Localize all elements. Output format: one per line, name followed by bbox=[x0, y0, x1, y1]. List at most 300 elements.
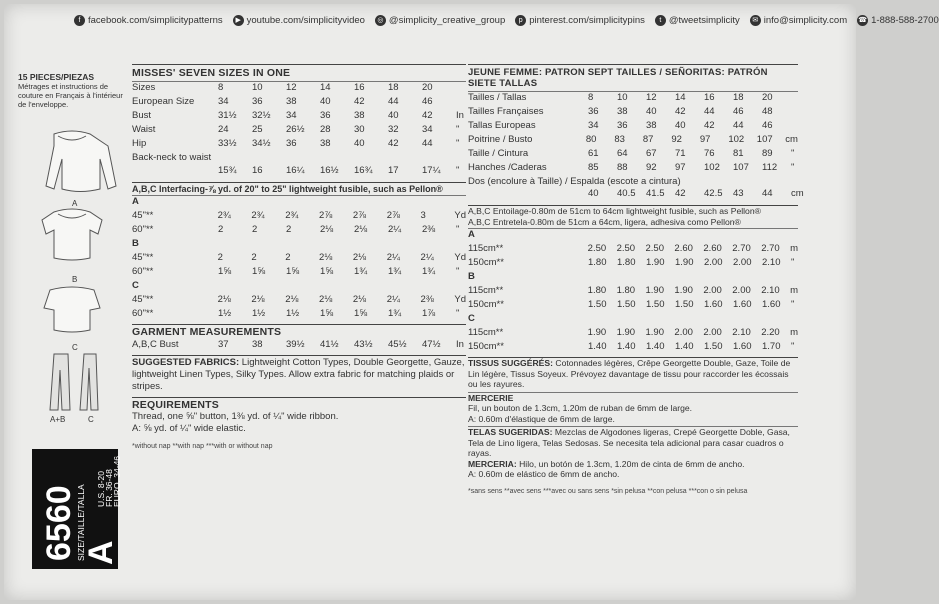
social-icon: p bbox=[515, 15, 526, 26]
cell: 40 bbox=[320, 96, 331, 107]
size-fr: FR. 36-48 bbox=[104, 469, 114, 507]
cell: 36 bbox=[320, 110, 331, 121]
cell: 1⅝ bbox=[320, 266, 334, 277]
en-measure-row bbox=[132, 96, 466, 110]
cell: 3 bbox=[420, 210, 426, 221]
row-label: Tailles Françaises bbox=[468, 106, 544, 117]
cell: 107 bbox=[733, 162, 749, 173]
cell: 2 bbox=[252, 224, 258, 235]
unit: In bbox=[456, 339, 464, 350]
pieces-subtitle: Métrages et instructions de couture en Français à l'intérieur de l'enveloppe. bbox=[18, 82, 123, 109]
cell: 33½ bbox=[218, 138, 237, 149]
row-label: 60"** bbox=[132, 224, 154, 235]
cell: 16¼ bbox=[286, 165, 305, 176]
row-label: 115cm** bbox=[468, 243, 504, 254]
cell: 2.10 bbox=[762, 257, 781, 268]
cell: 83 bbox=[614, 134, 625, 145]
view-b-illustration bbox=[42, 209, 102, 260]
cell: 16 bbox=[704, 92, 715, 103]
cell: 44 bbox=[422, 138, 433, 149]
cell: 1.50 bbox=[704, 341, 723, 352]
cell: 2.70 bbox=[761, 243, 780, 254]
cell: 61 bbox=[588, 148, 599, 159]
cell: 1.50 bbox=[675, 299, 694, 310]
cell: 1.50 bbox=[617, 299, 636, 310]
en-yardage-row bbox=[132, 266, 466, 280]
cell: 32 bbox=[388, 124, 399, 135]
cell: 1.90 bbox=[675, 257, 694, 268]
cell: 85 bbox=[588, 162, 599, 173]
pattern-brand-block bbox=[32, 449, 122, 569]
view-label-c: C bbox=[72, 343, 78, 352]
cell: 17 bbox=[388, 165, 399, 176]
cell: 1.90 bbox=[674, 285, 693, 296]
fr-yardage-row bbox=[468, 243, 798, 257]
en-backneck-label: Back-neck to waist bbox=[132, 152, 212, 163]
fr-view-label: C bbox=[468, 313, 475, 324]
cell: 1.80 bbox=[588, 257, 607, 268]
cell: 14 bbox=[320, 82, 331, 93]
cell: 2¼ bbox=[388, 224, 402, 235]
cell: 102 bbox=[704, 162, 720, 173]
fr-view-label: A bbox=[468, 229, 475, 240]
cell: 1⅝ bbox=[320, 308, 334, 319]
en-backneck-row bbox=[132, 165, 466, 179]
fr-measure-row bbox=[468, 134, 798, 148]
cell: 2.60 bbox=[674, 243, 693, 254]
cell: 40 bbox=[646, 106, 657, 117]
cell: 14 bbox=[675, 92, 686, 103]
cell: 2⅛ bbox=[285, 294, 299, 305]
fr-dos-label: Dos (encolure à Taille) / Espalda (escote a cintura) bbox=[468, 176, 681, 187]
cell: 1.80 bbox=[587, 285, 607, 296]
cell: 42 bbox=[354, 96, 365, 107]
cell: 18 bbox=[388, 82, 399, 93]
social-icon: ☎ bbox=[857, 15, 868, 26]
fr-tissus: TISSUS SUGGÉRÉS: Cotonnades légères, Crêpe Georgette Double, Gaze, Toile de Lin légère, Tissus Soyeux. Prévoyez davantage de tissu pour raccorder les écossais ou les rayures. bbox=[468, 358, 791, 389]
cell: 1⅝ bbox=[218, 266, 232, 277]
pants-illustration bbox=[50, 354, 98, 410]
view-label-b: B bbox=[72, 275, 78, 284]
en-garment-row bbox=[132, 339, 466, 353]
en-measure-row bbox=[132, 138, 466, 152]
cell: 1½ bbox=[218, 308, 232, 319]
social-item bbox=[74, 15, 223, 26]
size-us: U.S. 8-20 bbox=[96, 471, 106, 507]
en-yardage-row bbox=[132, 252, 466, 266]
cell: 38 bbox=[320, 138, 331, 149]
fr-dos-row bbox=[468, 188, 804, 202]
cell: 1.60 bbox=[704, 299, 723, 310]
cell: 46 bbox=[733, 106, 744, 117]
unit: " bbox=[791, 162, 795, 173]
french-spanish-chart bbox=[468, 64, 804, 495]
envelope-back bbox=[4, 4, 939, 600]
cell: 41½ bbox=[320, 339, 339, 350]
cell: 2¼ bbox=[420, 252, 434, 263]
unit: In bbox=[456, 110, 464, 121]
cell: 1.60 bbox=[733, 341, 752, 352]
cell: 2.00 bbox=[732, 285, 751, 296]
cell: 37 bbox=[218, 339, 229, 350]
social-icon: ▶ bbox=[233, 15, 244, 26]
en-fabric-yardage bbox=[132, 196, 466, 322]
cell: 2.00 bbox=[704, 257, 723, 268]
unit: " bbox=[456, 224, 460, 235]
social-icon: t bbox=[655, 15, 666, 26]
unit: Yd bbox=[454, 294, 466, 305]
cell: 18 bbox=[733, 92, 744, 103]
cell: 42.5 bbox=[704, 188, 723, 199]
en-interfacing: A,B,C Interfacing-⅞ yd. of 20" to 25" lightweight fusible, such as Pellon® bbox=[132, 184, 443, 194]
cell: 2.10 bbox=[761, 285, 780, 296]
cell: 25 bbox=[252, 124, 263, 135]
en-yardage-row bbox=[132, 294, 466, 308]
cell: 2.10 bbox=[732, 327, 751, 338]
row-label: European Size bbox=[132, 96, 195, 107]
cell: 42 bbox=[422, 110, 433, 121]
row-label: Hanches /Caderas bbox=[468, 162, 547, 173]
size-letter: A bbox=[82, 540, 120, 565]
unit: " bbox=[456, 165, 460, 176]
size-label: SIZE/TAILLE/TALLA bbox=[76, 484, 86, 561]
social-text: 1-888-588-2700 bbox=[871, 14, 939, 26]
english-chart bbox=[132, 64, 466, 450]
fr-measure-row bbox=[468, 106, 798, 120]
fr-view-label: B bbox=[468, 271, 475, 282]
cell: 1¾ bbox=[388, 308, 402, 319]
cell: 36 bbox=[286, 138, 297, 149]
social-text: info@simplicity.com bbox=[763, 14, 848, 26]
cell: 2⅛ bbox=[319, 252, 333, 263]
cell: 42 bbox=[675, 188, 686, 199]
en-measure-row bbox=[132, 82, 466, 96]
row-label: Tallas Europeas bbox=[468, 120, 536, 131]
fr-measure-row bbox=[468, 162, 798, 176]
row-label: 150cm** bbox=[468, 299, 504, 310]
cell: 47½ bbox=[422, 339, 441, 350]
fr-yardage-row bbox=[468, 299, 798, 313]
cell: 1.40 bbox=[617, 341, 636, 352]
row-label: A,B,C Bust bbox=[132, 339, 179, 350]
unit: " bbox=[791, 341, 795, 352]
cell: 1.60 bbox=[762, 299, 781, 310]
row-label: 45"** bbox=[132, 252, 154, 263]
garment-illustrations bbox=[32, 122, 128, 442]
cell: 1.50 bbox=[588, 299, 607, 310]
unit: m bbox=[790, 327, 799, 338]
cell: 32½ bbox=[252, 110, 271, 121]
row-label: 45"** bbox=[132, 210, 154, 221]
cell: 92 bbox=[671, 134, 682, 145]
cell: 10 bbox=[617, 92, 628, 103]
cell: 38 bbox=[646, 120, 657, 131]
row-label: 45"** bbox=[132, 294, 154, 305]
cell: 71 bbox=[675, 148, 686, 159]
view-label-a: A bbox=[72, 199, 78, 208]
cell: 43 bbox=[733, 188, 744, 199]
fr-measure-row bbox=[468, 92, 798, 106]
cell: 2.00 bbox=[703, 285, 722, 296]
en-yardage-row bbox=[132, 210, 466, 224]
cell: 1.90 bbox=[587, 327, 607, 338]
fr-measure-row bbox=[468, 148, 798, 162]
fr-yardage-row bbox=[468, 257, 798, 271]
cell: 42 bbox=[675, 106, 686, 117]
cell: 2⅛ bbox=[352, 252, 367, 263]
en-suggested-fabrics: SUGGESTED FABRICS: Lightweight Cotton Types, Double Georgette, Gauze, lightweight Linen Types, Silky Types. Allow extra fabric for matching plaids or stripes. bbox=[132, 357, 465, 392]
es-telas: TELAS SUGERIDAS: Mezclas de Algodones ligeras, Crepé Georgette Doble, Gasa, Tela de Lino ligera, Telas Sedosas. Se necesita tela adicional para casar cuadros o rayas. bbox=[468, 427, 790, 458]
unit: " bbox=[791, 299, 795, 310]
cell: 2⅛ bbox=[320, 224, 334, 235]
cell: 8 bbox=[218, 82, 224, 93]
en-view-label: B bbox=[132, 238, 139, 249]
cell: 2¼ bbox=[386, 294, 400, 305]
unit: cm bbox=[791, 188, 804, 199]
es-entretela: A,B,C Entretela-0.80m de 51cm a 64cm, ligera, adhesiva como Pellon® bbox=[468, 217, 741, 227]
en-garment-title: GARMENT MEASUREMENTS bbox=[132, 326, 282, 338]
en-title: MISSES' SEVEN SIZES IN ONE bbox=[132, 67, 291, 79]
social-icon: ◎ bbox=[375, 15, 386, 26]
cell: 2⅛ bbox=[251, 294, 265, 305]
social-item bbox=[515, 15, 645, 26]
row-label: Waist bbox=[132, 124, 156, 135]
cell: 31½ bbox=[218, 110, 237, 121]
cell: 1.80 bbox=[616, 285, 636, 296]
cell: 1¾ bbox=[422, 266, 436, 277]
cell: 1.80 bbox=[617, 257, 636, 268]
cell: 41.5 bbox=[646, 188, 665, 199]
fr-dos-values bbox=[468, 188, 804, 202]
cell: 26½ bbox=[286, 124, 305, 135]
cell: 1.40 bbox=[646, 341, 665, 352]
cell: 1.70 bbox=[762, 341, 781, 352]
pattern-number: 6560 bbox=[40, 485, 78, 561]
cell: 2.50 bbox=[616, 243, 636, 254]
cell: 28 bbox=[320, 124, 331, 135]
social-text: @simplicity_creative_group bbox=[388, 14, 506, 26]
view-label-c2: C bbox=[88, 415, 94, 424]
cell: 76 bbox=[704, 148, 715, 159]
cell: 88 bbox=[617, 162, 628, 173]
cell: 42 bbox=[704, 120, 715, 131]
unit: m bbox=[790, 243, 799, 254]
cell: 97 bbox=[675, 162, 686, 173]
unit: cm bbox=[785, 134, 798, 145]
cell: 1¾ bbox=[354, 266, 368, 277]
cell: 48 bbox=[762, 106, 773, 117]
social-text: pinterest.com/simplicitypins bbox=[529, 14, 645, 26]
cell: 40 bbox=[354, 138, 365, 149]
cell: 107 bbox=[756, 134, 773, 145]
en-measure-row bbox=[132, 124, 466, 138]
social-text: facebook.com/simplicitypatterns bbox=[88, 14, 223, 26]
unit: " bbox=[791, 148, 795, 159]
fr-entoilage: A,B,C Entoilage-0.80m de 51cm to 64cm lightweight fusible, such as Pellon® bbox=[468, 206, 761, 216]
fr-measure-row bbox=[468, 120, 798, 134]
en-body-measurements bbox=[132, 82, 466, 152]
cell: 1¾ bbox=[388, 266, 402, 277]
view-a-illustration bbox=[46, 131, 116, 192]
unit: Yd bbox=[454, 210, 466, 221]
cell: 34 bbox=[286, 110, 297, 121]
unit: " bbox=[791, 257, 795, 268]
view-c-illustration bbox=[44, 287, 100, 332]
cell: 64 bbox=[617, 148, 628, 159]
cell: 45½ bbox=[388, 339, 407, 350]
cell: 34 bbox=[422, 124, 433, 135]
pieces-title: 15 PIECES/PIEZAS bbox=[18, 72, 95, 82]
en-view-label: A bbox=[132, 196, 139, 207]
cell: 44 bbox=[704, 106, 715, 117]
cell: 2 bbox=[218, 224, 224, 235]
cell: 2 bbox=[285, 252, 291, 263]
row-label: 150cm** bbox=[468, 341, 504, 352]
es-merceria: MERCERIA: Hilo, un botón de 1.3cm, 1.20m de cinta de 6mm de ancho. A: 0.60m de elástico de 6mm de ancho. bbox=[468, 458, 745, 479]
cell: 2.00 bbox=[674, 327, 693, 338]
cell: 42 bbox=[388, 138, 399, 149]
cell: 30 bbox=[354, 124, 365, 135]
cell: 34 bbox=[588, 120, 599, 131]
unit: " bbox=[456, 138, 460, 149]
cell: 40 bbox=[588, 188, 599, 199]
cell: 1.50 bbox=[646, 299, 665, 310]
cell: 1½ bbox=[252, 308, 266, 319]
social-text: youtube.com/simplicityvideo bbox=[246, 14, 365, 26]
row-label: 115cm** bbox=[468, 285, 504, 296]
fr-title: JEUNE FEMME: PATRON SEPT TAILLES / SEÑORITAS: PATRÓN SIETE TALLAS bbox=[468, 67, 768, 89]
cell: 40.5 bbox=[617, 188, 636, 199]
cell: 39½ bbox=[286, 339, 305, 350]
cell: 2⅞ bbox=[319, 210, 333, 221]
row-label: Sizes bbox=[132, 82, 156, 93]
cell: 2 bbox=[286, 224, 292, 235]
cell: 12 bbox=[646, 92, 657, 103]
social-item bbox=[233, 15, 365, 26]
cell: 46 bbox=[422, 96, 433, 107]
cell: 38 bbox=[354, 110, 365, 121]
fr-body-measurements bbox=[468, 92, 798, 176]
cell: 1.90 bbox=[645, 327, 664, 338]
cell: 67 bbox=[646, 148, 657, 159]
cell: 46 bbox=[762, 120, 773, 131]
cell: 2.60 bbox=[703, 243, 722, 254]
cell: 36 bbox=[588, 106, 599, 117]
cell: 1⅝ bbox=[354, 308, 368, 319]
cell: 2⅛ bbox=[354, 224, 368, 235]
cell: 15¾ bbox=[218, 165, 237, 176]
cell: 2¾ bbox=[251, 210, 265, 221]
view-label-ab: A+B bbox=[50, 415, 66, 424]
cell: 2¾ bbox=[217, 210, 231, 221]
cell: 1.60 bbox=[733, 299, 752, 310]
en-requirements: Thread, one ⅝" button, 1⅜ yd. of ¼" wide ribbon. A: ⅝ yd. of ¼" wide elastic. bbox=[132, 411, 339, 434]
cell: 44 bbox=[762, 188, 773, 199]
cell: 87 bbox=[642, 134, 654, 145]
unit: m bbox=[790, 285, 799, 296]
en-view-label: C bbox=[132, 280, 139, 291]
row-label: 60"** bbox=[132, 308, 154, 319]
cell: 2.50 bbox=[645, 243, 664, 254]
cell: 8 bbox=[588, 92, 594, 103]
cell: 1.90 bbox=[646, 257, 665, 268]
cell: 2¾ bbox=[285, 210, 299, 221]
cell: 89 bbox=[762, 148, 773, 159]
unit: " bbox=[456, 124, 460, 135]
cell: 16 bbox=[252, 165, 263, 176]
size-euro: EURO. 34-46 bbox=[112, 455, 122, 507]
cell: 2.20 bbox=[761, 327, 780, 338]
cell: 2⅛ bbox=[352, 294, 367, 305]
cell: 2⅜ bbox=[420, 294, 434, 305]
row-label: Bust bbox=[132, 110, 152, 121]
en-garment-values bbox=[132, 339, 464, 353]
cell: 44 bbox=[733, 120, 744, 131]
pieces-info bbox=[18, 72, 128, 109]
cell: 2 bbox=[217, 252, 223, 263]
unit: " bbox=[456, 266, 460, 277]
cell: 12 bbox=[286, 82, 297, 93]
cell: 1½ bbox=[286, 308, 300, 319]
cell: 16½ bbox=[320, 165, 339, 176]
cell: 16 bbox=[354, 82, 365, 93]
social-bar bbox=[74, 12, 939, 28]
cell: 24 bbox=[218, 124, 229, 135]
en-measure-row bbox=[132, 110, 466, 124]
unit: " bbox=[456, 308, 460, 319]
cell: 36 bbox=[252, 96, 263, 107]
cell: 1⅝ bbox=[252, 266, 266, 277]
en-requirements-title: REQUIREMENTS bbox=[132, 399, 219, 411]
cell: 20 bbox=[762, 92, 773, 103]
fr-yardage-row bbox=[468, 285, 798, 299]
cell: 81 bbox=[733, 148, 744, 159]
cell: 1.90 bbox=[645, 285, 664, 296]
social-item bbox=[750, 15, 847, 26]
cell: 2⅜ bbox=[422, 224, 436, 235]
cell: 38 bbox=[286, 96, 297, 107]
cell: 1.40 bbox=[588, 341, 607, 352]
cell: 1.40 bbox=[675, 341, 694, 352]
cell: 97 bbox=[699, 134, 711, 145]
social-text: @tweetsimplicity bbox=[668, 14, 740, 26]
cell: 44 bbox=[388, 96, 399, 107]
row-label: Poitrine / Busto bbox=[468, 134, 533, 145]
en-footnote: *without nap **with nap ***with or without nap bbox=[132, 443, 273, 450]
cell: 36 bbox=[617, 120, 628, 131]
social-icon: f bbox=[74, 15, 85, 26]
cell: 2⅞ bbox=[352, 210, 367, 221]
row-label: Taille / Cintura bbox=[468, 148, 529, 159]
unit: Yd bbox=[454, 252, 466, 263]
cell: 2⅞ bbox=[386, 210, 400, 221]
cell: 1.90 bbox=[616, 327, 636, 338]
fr-yardage-row bbox=[468, 341, 798, 355]
fr-yardage-row bbox=[468, 327, 798, 341]
cell: 1⅞ bbox=[422, 308, 436, 319]
en-backneck-values bbox=[132, 165, 459, 179]
cell: 2.00 bbox=[703, 327, 722, 338]
fr-fabric-yardage bbox=[468, 229, 798, 355]
cell: 20 bbox=[422, 82, 433, 93]
cell: 112 bbox=[762, 162, 778, 173]
cell: 80 bbox=[585, 134, 597, 145]
cell: 2 bbox=[251, 252, 257, 263]
cell: 43½ bbox=[354, 339, 373, 350]
social-item bbox=[655, 15, 740, 26]
cell: 2.70 bbox=[732, 243, 751, 254]
cell: 2.00 bbox=[733, 257, 752, 268]
